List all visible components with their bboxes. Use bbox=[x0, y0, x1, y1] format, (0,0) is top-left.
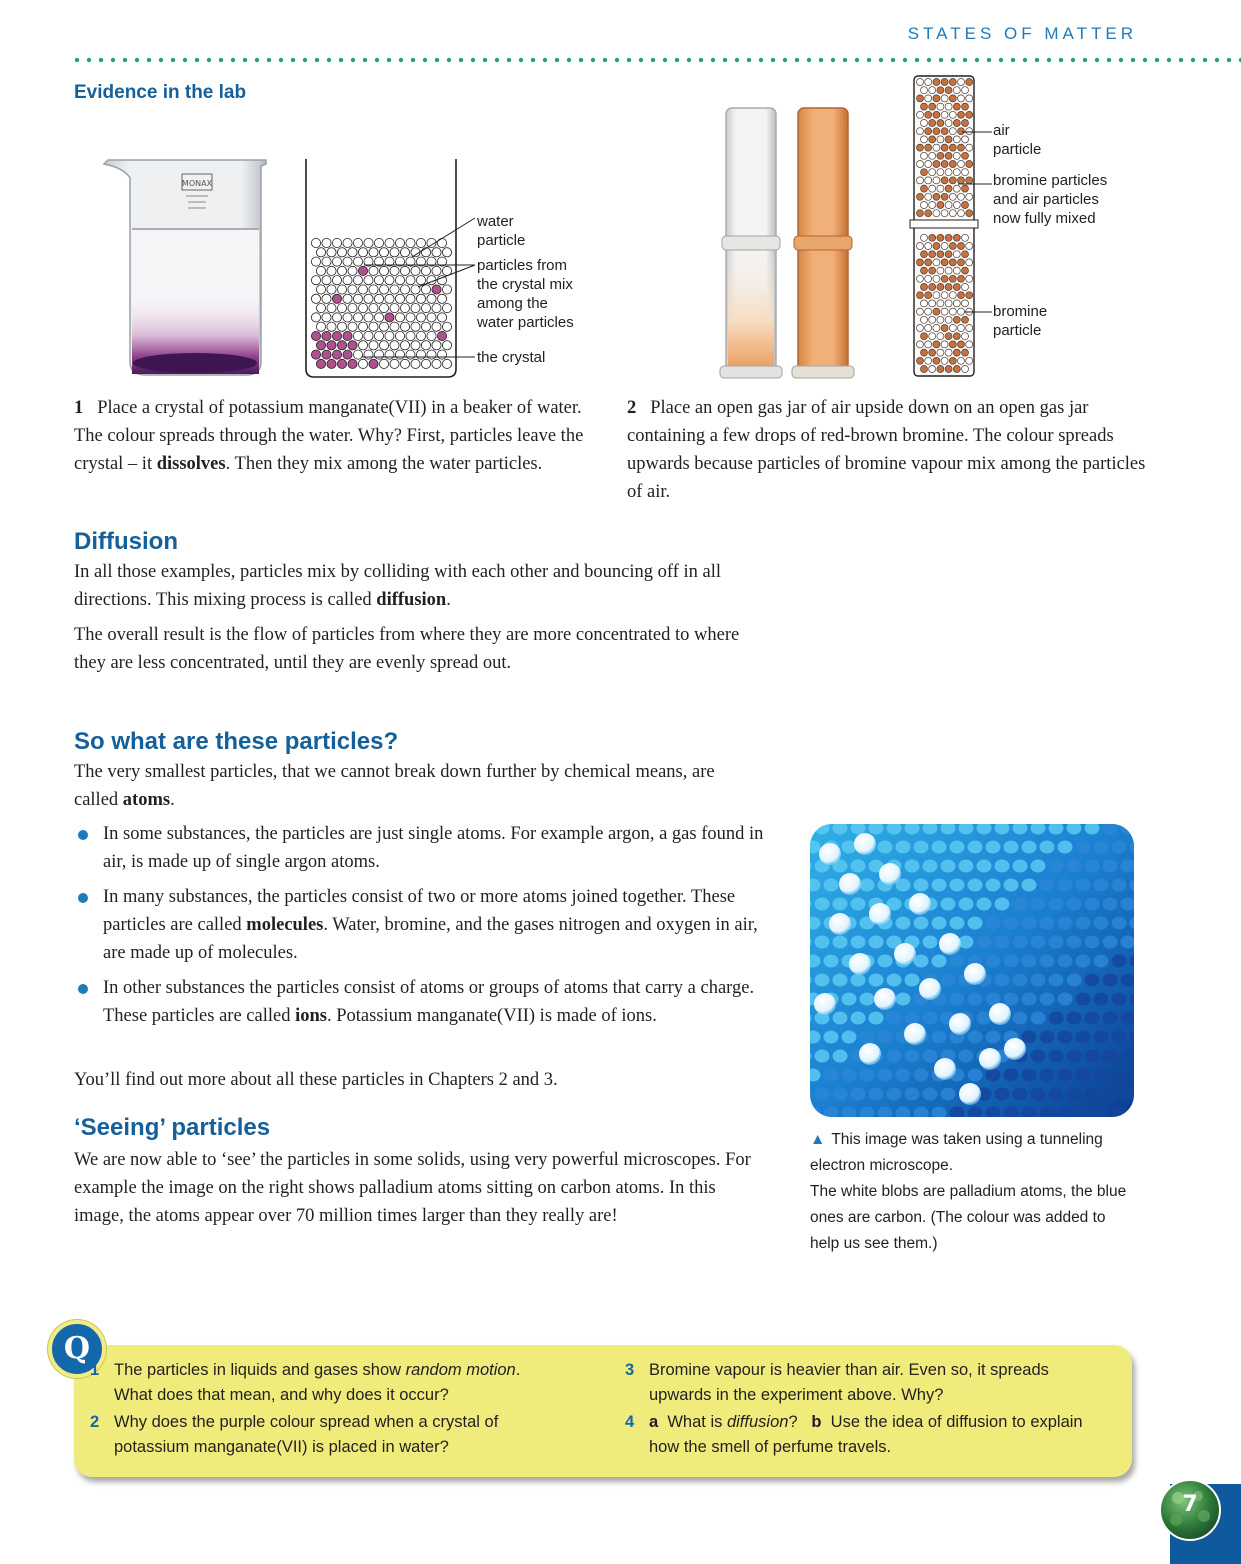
beaker-brand: MONAX bbox=[181, 179, 213, 188]
label-water-particle: water particle bbox=[477, 213, 526, 249]
question-badge: Q bbox=[48, 1320, 106, 1378]
seeing-paragraph: We are now able to ‘see’ the particles in some solids, using very powerful microscopes. For example the image on the right shows palladium atoms sitting on carbon atoms. In this image, the atoms appear over 70 million times larger than they really are! bbox=[74, 1150, 751, 1226]
palladium-atom bbox=[904, 1023, 926, 1045]
palladium-atom bbox=[814, 993, 836, 1015]
palladium-atom bbox=[934, 1058, 956, 1080]
label-air-particle: air particle bbox=[993, 122, 1042, 158]
question-3: 3 Bromine vapour is heavier than air. Even so, it spreads upwards in the experiment above. Why? bbox=[625, 1361, 1049, 1404]
palladium-atom bbox=[894, 943, 916, 965]
list-item: In other substances the particles consist of atoms or groups of atoms that carry a charge. These particles are called ions. Potassium manganate(VII) is made of ions. bbox=[74, 974, 774, 1030]
label-the-crystal: the crystal bbox=[477, 349, 546, 366]
palladium-atom bbox=[939, 933, 961, 955]
palladium-atom bbox=[829, 913, 851, 935]
lab-heading: Evidence in the lab bbox=[74, 82, 247, 103]
palladium-atom bbox=[909, 893, 931, 915]
list-item: In some substances, the particles are just single atoms. For example argon, a gas found in air, is made up of single argon atoms. bbox=[74, 820, 774, 876]
seeing-heading: ‘Seeing’ particles bbox=[74, 1114, 271, 1141]
particles-heading: So what are these particles? bbox=[74, 728, 399, 755]
particles-intro: The very smallest particles, that we cannot break down further by chemical means, are called atoms. bbox=[74, 762, 715, 810]
beaker-photo bbox=[96, 150, 286, 382]
caption-marker: ▲ bbox=[810, 1131, 826, 1148]
palladium-atom bbox=[874, 988, 896, 1010]
palladium-atom bbox=[919, 978, 941, 1000]
particles-closing: You’ll find out more about all these particles in Chapters 2 and 3. bbox=[74, 1070, 558, 1090]
question-4: 4 a What is diffusion? b Use the idea of diffusion to explain how the smell of perfume travels. bbox=[625, 1413, 1083, 1456]
page-number: 7 bbox=[1182, 1492, 1198, 1517]
diagram1-leader-lines bbox=[300, 155, 480, 381]
running-head: STATES OF MATTER bbox=[907, 24, 1137, 43]
palladium-atom bbox=[879, 863, 901, 885]
particle-types-list bbox=[74, 820, 774, 1037]
gas-jars-photo bbox=[716, 104, 866, 382]
step-2-text: 2 Place an open gas jar of air upside down on an open gas jar containing a few drops of red-brown bromine. The colour spreads upwards because particles of bromine vapour mix among the particles of air. bbox=[627, 398, 1146, 502]
microscope-photo bbox=[810, 824, 1134, 1117]
dotted-rule bbox=[74, 56, 1241, 64]
palladium-atom bbox=[839, 873, 861, 895]
palladium-atom bbox=[849, 953, 871, 975]
step-1-text: 1 Place a crystal of potassium manganate(VII) in a beaker of water. The colour spreads through the water. Why? First, particles leave the crystal – it dissolves. Then they mix among the water particles. bbox=[74, 398, 584, 474]
palladium-atom bbox=[819, 843, 841, 865]
label-bromine-particle: bromine particle bbox=[993, 303, 1048, 339]
diffusion-heading: Diffusion bbox=[74, 528, 178, 555]
palladium-atom bbox=[949, 1013, 971, 1035]
list-item: In many substances, the particles consist of two or more atoms joined together. These particles are called molecules. Water, bromine, and the gases nitrogen and oxygen in air, are made up of molecules. bbox=[74, 883, 774, 967]
palladium-atom bbox=[989, 1003, 1011, 1025]
palladium-atom bbox=[979, 1048, 1001, 1070]
palladium-atom bbox=[859, 1043, 881, 1065]
label-particles-from-crystal: particles from the crystal mix among the water particles bbox=[477, 257, 574, 331]
palladium-atom bbox=[869, 903, 891, 925]
diagram2-leader-lines bbox=[908, 74, 998, 378]
palladium-atom bbox=[959, 1083, 981, 1105]
question-1: 1 The particles in liquids and gases show random motion. What does that mean, and why does it occur? bbox=[90, 1361, 521, 1404]
palladium-atom bbox=[1004, 1038, 1026, 1060]
palladium-atom bbox=[964, 963, 986, 985]
label-mixed-particles: bromine particles and air particles now fully mixed bbox=[993, 172, 1108, 227]
diffusion-paragraph-2: The overall result is the flow of particles from where they are more concentrated to where they are less concentrated, until they are evenly spread out. bbox=[74, 625, 740, 673]
palladium-atom bbox=[854, 833, 876, 855]
diffusion-paragraph-1: In all those examples, particles mix by colliding with each other and bouncing off in all directions. This mixing process is called diffusion. bbox=[74, 562, 721, 610]
question-2: 2 Why does the purple colour spread when a crystal of potassium manganate(VII) is placed in water? bbox=[90, 1413, 499, 1456]
photo-caption: ▲ This image was taken using a tunneling electron microscope. The white blobs are palladium atoms, the blue ones are carbon. (The colour was added to help us see them.) bbox=[810, 1131, 1127, 1252]
